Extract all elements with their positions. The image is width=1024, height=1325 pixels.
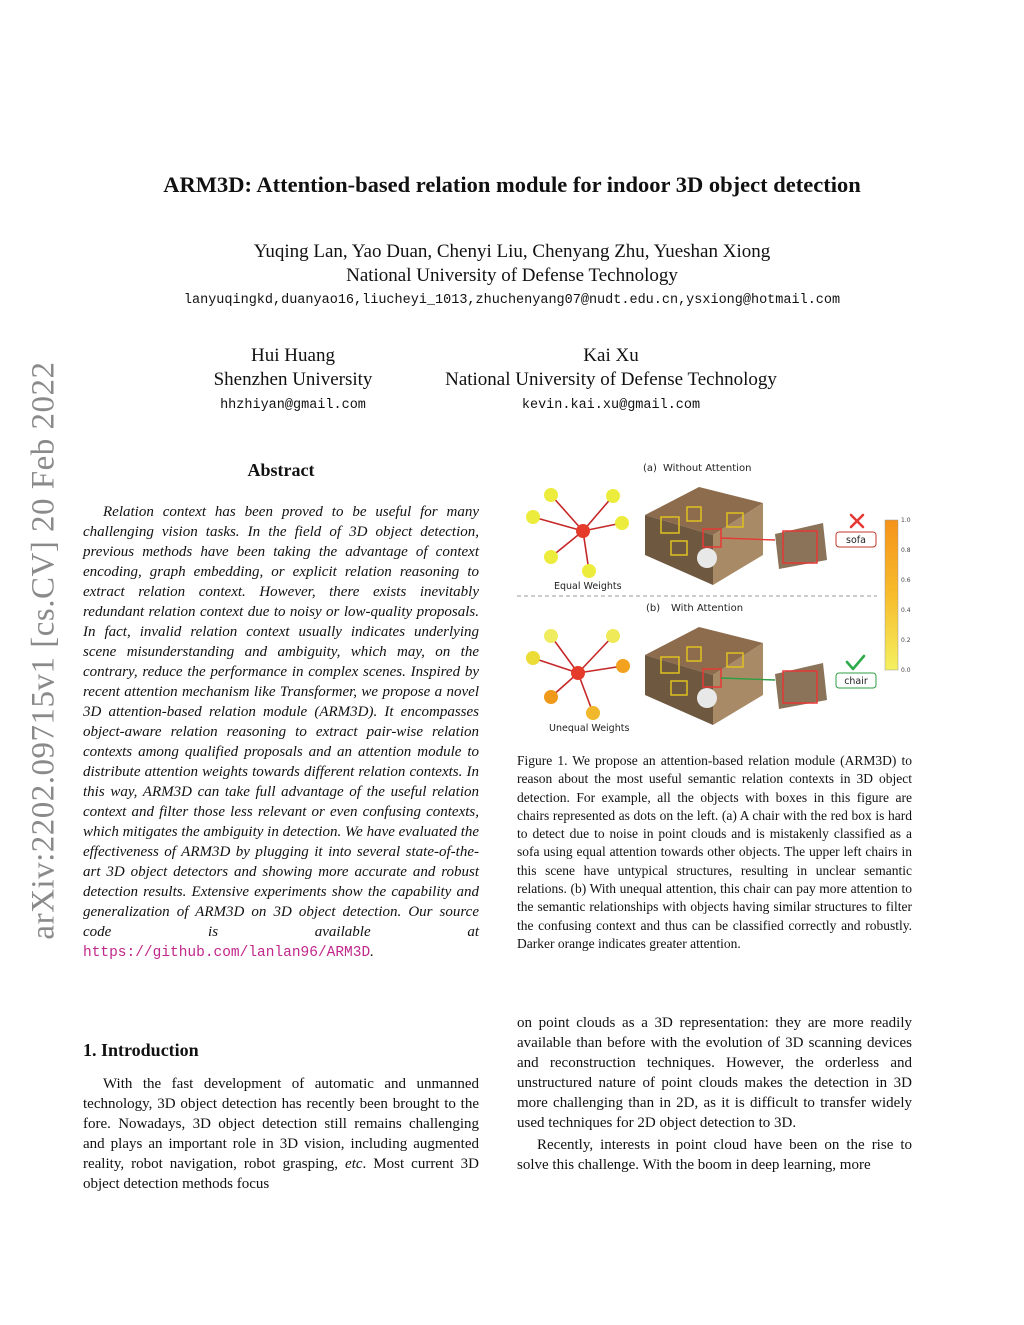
intro-body (83, 1074, 479, 1194)
figure-1 (517, 455, 917, 740)
author-affiliation: Shenzhen University (213, 369, 373, 390)
emails-line: lanyuqingkd,duanyao16,liucheyi_1013,zhuchenyang07@nudt.edu.cn,ysxiong@hotmail.com (183, 293, 841, 308)
author-affiliation: National University of Defense Technology (445, 369, 777, 390)
chair-node (606, 629, 620, 643)
scene-image-a (645, 487, 827, 585)
chair-node (615, 516, 629, 530)
right-paragraph-1: on point clouds as a 3D representation: they are more readily available than before with the evolution of 3D scanning devices and reconstruction techniques. However, the orderless and unstructured nature of point clouds makes the detection in 3D more challenging than in 2D, as it is difficult to transfer widely used techniques for 2D object detection to 3D. (517, 1015, 912, 1131)
chair-node (544, 629, 558, 643)
author-name: Hui Huang (251, 345, 335, 366)
colorbar-ticks (901, 517, 911, 674)
abstract-text: Relation context has been proved to be useful for many challenging vision tasks. In the field of 3D object detection, previous methods have been taking the advantage of context encoding, graph embedding, or explicit relation reasoning to extract relation context. However, there exists inevitably redundant relation context due to noisy or low-quality proposals. In fact, invalid relation context usually indicates underlying scene misunderstanding and ambiguity, which may, on the contrary, reduce the performance in complex scenes. Inspired by recent attention mechanism like Transformer, we propose a novel 3D attention-based relation module (ARM3D). It encompasses object-aware relation reasoning to extract pair-wise relation contexts among qualified proposals and an attention module to distribute attention weights towards different relation contexts. In this way, ARM3D can take full advantage of the useful relation context and filter those less relevant or even confusing contexts, which mitigates the ambiguity in detection. We have evaluated the effectiveness of ARM3D by plugging it into several state-of-the-art 3D object detectors and showing more accurate and robust detection results. Extensive experiments show the capability and generalization of ARM3D on 3D object detection. Our source code is available at (83, 504, 480, 940)
sofa-label: sofa (846, 535, 866, 546)
chair-node (544, 690, 558, 704)
author-email: kevin.kai.xu@gmail.com (521, 398, 701, 413)
caption-text: Figure 1. We propose an attention-based relation module (ARM3D) to reason about the most useful semantic relation contexts in 3D object detection. For example, all the objects with boxes in this figure are chairs represented as dots on the left. (a) A chair with the red box is hard to detect due to noise in point clouds and is mistakenly classified as a sofa using equal attention towards other objects. The upper left chairs in this scene have untypical structures, resulting in unclear semantic relations. (b) With unequal attention, this chair can pay more attention to the semantic relationships with objects having similar structures to filter the confusing context and thus can be classified correctly and robustly. Darker orange indicates greater attention. (517, 753, 912, 951)
intro-etc: etc (345, 1156, 363, 1172)
authors-line: Yuqing Lan, Yao Duan, Chenyi Liu, Chenyang Zhu, Yueshan Xiong (253, 241, 771, 262)
figure-1-caption (517, 752, 912, 953)
colorbar-tick: 0.2 (901, 637, 911, 644)
author-name: Kai Xu (583, 345, 639, 366)
colorbar (885, 520, 898, 670)
intro-text: With the fast development of automatic and unmanned technology, 3D object detection has recently been brought to the fore. Nowadays, 3D object detection still remains challenging and plays an important role in 3D vision, including augmented reality, robot navigation, robot grasping, (83, 1076, 479, 1172)
figure-1-graphic (517, 455, 917, 740)
author-huang (113, 344, 473, 413)
equal-weights-label: Equal Weights (554, 581, 622, 592)
author-xu (431, 344, 791, 413)
abstract-heading: Abstract (247, 460, 315, 480)
figure-title-a: Without Attention (663, 463, 752, 474)
colorbar-tick: 0.0 (901, 667, 911, 674)
code-link[interactable]: https://github.com/lanlan96/ARM3D (83, 945, 371, 961)
check-icon (847, 656, 864, 669)
target-chair-node (576, 524, 590, 538)
figure-title-b: With Attention (671, 603, 744, 614)
target-chair-node (571, 666, 585, 680)
chair-node (526, 651, 540, 665)
colorbar-tick: 0.4 (901, 607, 911, 614)
chair-node (586, 706, 600, 720)
author-email: hhzhiyan@gmail.com (220, 398, 366, 413)
colorbar-tick: 0.6 (901, 577, 911, 584)
arxiv-stamp (14, 350, 74, 950)
unequal-weights-label: Unequal Weights (549, 723, 630, 734)
paper-title: ARM3D: Attention-based relation module for indoor 3D object detection (163, 172, 861, 197)
chair-node (544, 488, 558, 502)
graph-unequal-nodes (526, 629, 630, 720)
colorbar-tick: 0.8 (901, 547, 911, 554)
scene-image-b (645, 627, 827, 725)
chair-label: chair (844, 676, 868, 687)
cross-icon (851, 515, 863, 527)
affiliation-line: National University of Defense Technology (346, 265, 678, 286)
colorbar-tick: 1.0 (901, 517, 911, 524)
abstract-end: . (370, 944, 374, 960)
section-heading-introduction: 1. Introduction (83, 1040, 199, 1060)
right-paragraph-2: Recently, interests in point cloud have been on the rise to solve this challenge. With the boom in deep learning, more (517, 1137, 912, 1173)
chair-node (606, 489, 620, 503)
chair-node (582, 564, 596, 578)
intro-text-end: . Most current 3D object detection methods focus (83, 1156, 479, 1192)
figure-label-b: (b) (646, 603, 661, 614)
abstract-body (83, 502, 479, 963)
figure-label-a: (a) (643, 463, 657, 474)
graph-equal-nodes (526, 488, 629, 578)
arxiv-stamp-text: arXiv:2202.09715v1 [cs.CV] 20 Feb 2022 (25, 360, 62, 940)
chair-node (616, 659, 630, 673)
chair-node (526, 510, 540, 524)
right-column-body (517, 1013, 912, 1175)
chair-node (544, 550, 558, 564)
